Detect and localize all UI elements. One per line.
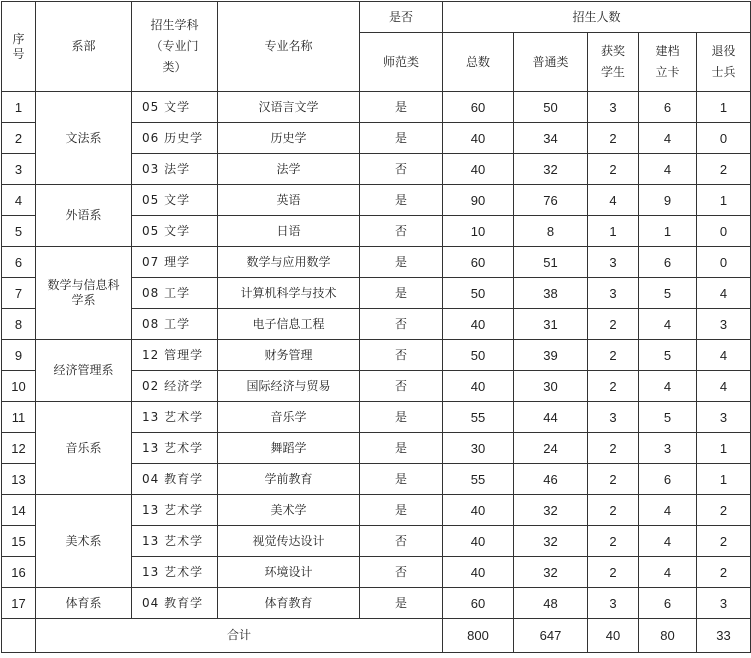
cell-veteran: 3 xyxy=(697,309,751,340)
cell-regular: 24 xyxy=(514,433,588,464)
cell-veteran: 0 xyxy=(697,247,751,278)
header-normal-sub: 师范类 xyxy=(360,33,443,92)
cell-normal: 是 xyxy=(360,278,443,309)
cell-award: 2 xyxy=(588,526,639,557)
enrollment-table xyxy=(1,1,751,653)
cell-subject: 13 艺术学 xyxy=(132,495,218,526)
cell-no: 1 xyxy=(2,92,36,123)
header-subject xyxy=(132,2,218,92)
table-row xyxy=(2,247,751,278)
cell-regular: 44 xyxy=(514,402,588,433)
cell-normal: 否 xyxy=(360,216,443,247)
cell-subject: 12 管理学 xyxy=(132,340,218,371)
cell-poor: 4 xyxy=(639,371,697,402)
totals-regular: 647 xyxy=(514,619,588,653)
cell-normal: 否 xyxy=(360,526,443,557)
cell-total: 40 xyxy=(443,123,514,154)
cell-no: 5 xyxy=(2,216,36,247)
cell-total: 50 xyxy=(443,340,514,371)
cell-normal: 是 xyxy=(360,495,443,526)
cell-dept: 音乐系 xyxy=(36,402,132,495)
header-poor xyxy=(639,33,697,92)
cell-award: 2 xyxy=(588,154,639,185)
cell-award: 2 xyxy=(588,309,639,340)
header-subject-line: 类） xyxy=(162,60,187,74)
cell-subject: 06 历史学 xyxy=(132,123,218,154)
cell-dept: 经济管理系 xyxy=(36,340,132,402)
table-row xyxy=(2,185,751,216)
cell-total: 55 xyxy=(443,402,514,433)
cell-total: 40 xyxy=(443,154,514,185)
cell-no: 12 xyxy=(2,433,36,464)
header-poor-line: 建档 xyxy=(655,44,680,58)
cell-regular: 8 xyxy=(514,216,588,247)
cell-normal: 否 xyxy=(360,557,443,588)
cell-award: 3 xyxy=(588,92,639,123)
cell-award: 3 xyxy=(588,588,639,619)
cell-poor: 3 xyxy=(639,433,697,464)
cell-regular: 38 xyxy=(514,278,588,309)
header-major: 专业名称 xyxy=(218,2,360,92)
cell-major: 音乐学 xyxy=(218,402,360,433)
cell-poor: 5 xyxy=(639,402,697,433)
cell-poor: 5 xyxy=(639,340,697,371)
cell-normal: 否 xyxy=(360,309,443,340)
cell-total: 40 xyxy=(443,526,514,557)
cell-poor: 4 xyxy=(639,123,697,154)
cell-no: 6 xyxy=(2,247,36,278)
cell-subject: 05 文学 xyxy=(132,92,218,123)
cell-subject: 05 文学 xyxy=(132,185,218,216)
cell-poor: 6 xyxy=(639,464,697,495)
cell-subject: 02 经济学 xyxy=(132,371,218,402)
cell-dept: 文法系 xyxy=(36,92,132,185)
cell-award: 2 xyxy=(588,371,639,402)
header-award-line: 学生 xyxy=(600,65,625,79)
cell-poor: 6 xyxy=(639,92,697,123)
cell-no: 3 xyxy=(2,154,36,185)
cell-award: 2 xyxy=(588,123,639,154)
cell-regular: 32 xyxy=(514,557,588,588)
cell-normal: 是 xyxy=(360,433,443,464)
cell-major: 电子信息工程 xyxy=(218,309,360,340)
cell-award: 2 xyxy=(588,495,639,526)
cell-no: 15 xyxy=(2,526,36,557)
cell-no: 14 xyxy=(2,495,36,526)
header-enroll-group: 招生人数 xyxy=(443,2,751,33)
cell-regular: 31 xyxy=(514,309,588,340)
cell-no: 9 xyxy=(2,340,36,371)
cell-total: 40 xyxy=(443,495,514,526)
cell-veteran: 4 xyxy=(697,371,751,402)
table-row xyxy=(2,588,751,619)
header-seq-line: 号 xyxy=(12,46,25,61)
cell-poor: 6 xyxy=(639,588,697,619)
cell-no: 17 xyxy=(2,588,36,619)
cell-subject: 07 理学 xyxy=(132,247,218,278)
cell-no: 8 xyxy=(2,309,36,340)
cell-no: 7 xyxy=(2,278,36,309)
cell-regular: 51 xyxy=(514,247,588,278)
cell-veteran: 2 xyxy=(697,526,751,557)
cell-subject: 13 艺术学 xyxy=(132,526,218,557)
header-award xyxy=(588,33,639,92)
cell-no: 4 xyxy=(2,185,36,216)
cell-award: 2 xyxy=(588,557,639,588)
cell-poor: 5 xyxy=(639,278,697,309)
cell-no xyxy=(2,619,36,653)
cell-award: 3 xyxy=(588,402,639,433)
cell-total: 10 xyxy=(443,216,514,247)
cell-major: 视觉传达设计 xyxy=(218,526,360,557)
cell-dept: 外语系 xyxy=(36,185,132,247)
header-total: 总数 xyxy=(443,33,514,92)
header-seq xyxy=(2,2,36,92)
cell-no: 13 xyxy=(2,464,36,495)
cell-major: 国际经济与贸易 xyxy=(218,371,360,402)
cell-poor: 4 xyxy=(639,495,697,526)
cell-veteran: 4 xyxy=(697,278,751,309)
cell-major: 计算机科学与技术 xyxy=(218,278,360,309)
cell-regular: 50 xyxy=(514,92,588,123)
cell-poor: 6 xyxy=(639,247,697,278)
cell-normal: 否 xyxy=(360,154,443,185)
cell-normal: 是 xyxy=(360,92,443,123)
cell-award: 3 xyxy=(588,278,639,309)
cell-award: 4 xyxy=(588,185,639,216)
cell-veteran: 2 xyxy=(697,495,751,526)
cell-total: 50 xyxy=(443,278,514,309)
cell-normal: 是 xyxy=(360,123,443,154)
cell-veteran: 2 xyxy=(697,557,751,588)
cell-no: 16 xyxy=(2,557,36,588)
header-normal: 是否 xyxy=(360,2,443,33)
totals-award: 40 xyxy=(588,619,639,653)
header-poor-line: 立卡 xyxy=(655,65,680,79)
cell-major: 汉语言文学 xyxy=(218,92,360,123)
cell-subject: 13 艺术学 xyxy=(132,557,218,588)
cell-veteran: 4 xyxy=(697,340,751,371)
cell-normal: 是 xyxy=(360,185,443,216)
cell-subject: 13 艺术学 xyxy=(132,433,218,464)
cell-regular: 34 xyxy=(514,123,588,154)
cell-normal: 是 xyxy=(360,588,443,619)
cell-regular: 46 xyxy=(514,464,588,495)
cell-major: 环境设计 xyxy=(218,557,360,588)
cell-award: 3 xyxy=(588,247,639,278)
cell-total: 60 xyxy=(443,247,514,278)
cell-regular: 32 xyxy=(514,526,588,557)
cell-veteran: 0 xyxy=(697,216,751,247)
table-row xyxy=(2,92,751,123)
cell-major: 历史学 xyxy=(218,123,360,154)
totals-total: 800 xyxy=(443,619,514,653)
header-regular: 普通类 xyxy=(514,33,588,92)
cell-veteran: 0 xyxy=(697,123,751,154)
cell-total: 30 xyxy=(443,433,514,464)
cell-normal: 是 xyxy=(360,402,443,433)
header-row-top xyxy=(2,2,751,33)
cell-subject: 08 工学 xyxy=(132,278,218,309)
cell-major: 数学与应用数学 xyxy=(218,247,360,278)
cell-total: 55 xyxy=(443,464,514,495)
table-row xyxy=(2,495,751,526)
cell-veteran: 1 xyxy=(697,433,751,464)
cell-award: 2 xyxy=(588,433,639,464)
cell-major: 学前教育 xyxy=(218,464,360,495)
cell-award: 2 xyxy=(588,340,639,371)
cell-veteran: 3 xyxy=(697,402,751,433)
cell-normal: 是 xyxy=(360,464,443,495)
cell-poor: 9 xyxy=(639,185,697,216)
totals-label: 合计 xyxy=(36,619,443,653)
cell-normal: 否 xyxy=(360,340,443,371)
header-veteran-line: 退役 xyxy=(711,44,736,58)
cell-total: 40 xyxy=(443,557,514,588)
cell-subject: 08 工学 xyxy=(132,309,218,340)
cell-veteran: 1 xyxy=(697,464,751,495)
cell-normal: 否 xyxy=(360,371,443,402)
header-dept: 系部 xyxy=(36,2,132,92)
totals-poor: 80 xyxy=(639,619,697,653)
cell-poor: 4 xyxy=(639,526,697,557)
cell-total: 60 xyxy=(443,92,514,123)
cell-total: 90 xyxy=(443,185,514,216)
cell-major: 财务管理 xyxy=(218,340,360,371)
cell-subject: 13 艺术学 xyxy=(132,402,218,433)
cell-no: 11 xyxy=(2,402,36,433)
cell-poor: 1 xyxy=(639,216,697,247)
cell-regular: 30 xyxy=(514,371,588,402)
cell-poor: 4 xyxy=(639,154,697,185)
cell-subject: 04 教育学 xyxy=(132,464,218,495)
cell-veteran: 2 xyxy=(697,154,751,185)
cell-no: 10 xyxy=(2,371,36,402)
totals-veteran: 33 xyxy=(697,619,751,653)
cell-total: 60 xyxy=(443,588,514,619)
header-veteran xyxy=(697,33,751,92)
cell-veteran: 1 xyxy=(697,92,751,123)
table-row xyxy=(2,340,751,371)
header-seq-line: 序 xyxy=(12,31,25,46)
cell-major: 美术学 xyxy=(218,495,360,526)
header-award-line: 获奖 xyxy=(600,44,625,58)
cell-poor: 4 xyxy=(639,557,697,588)
cell-award: 2 xyxy=(588,464,639,495)
cell-major: 日语 xyxy=(218,216,360,247)
cell-poor: 4 xyxy=(639,309,697,340)
cell-veteran: 3 xyxy=(697,588,751,619)
cell-no: 2 xyxy=(2,123,36,154)
cell-regular: 32 xyxy=(514,495,588,526)
cell-major: 英语 xyxy=(218,185,360,216)
cell-subject: 04 教育学 xyxy=(132,588,218,619)
cell-total: 40 xyxy=(443,371,514,402)
cell-dept: 体育系 xyxy=(36,588,132,619)
cell-major: 舞蹈学 xyxy=(218,433,360,464)
cell-normal: 是 xyxy=(360,247,443,278)
totals-row xyxy=(2,619,751,653)
cell-regular: 39 xyxy=(514,340,588,371)
cell-veteran: 1 xyxy=(697,185,751,216)
header-subject-line: 招生学科 xyxy=(150,18,199,32)
header-veteran-line: 士兵 xyxy=(711,65,736,79)
cell-regular: 32 xyxy=(514,154,588,185)
header-subject-line: （专业门 xyxy=(150,39,199,53)
cell-dept: 数学与信息科学系 xyxy=(36,247,132,340)
table-row xyxy=(2,402,751,433)
cell-award: 1 xyxy=(588,216,639,247)
cell-major: 法学 xyxy=(218,154,360,185)
cell-subject: 03 法学 xyxy=(132,154,218,185)
cell-subject: 05 文学 xyxy=(132,216,218,247)
cell-major: 体育教育 xyxy=(218,588,360,619)
cell-regular: 48 xyxy=(514,588,588,619)
cell-regular: 76 xyxy=(514,185,588,216)
cell-total: 40 xyxy=(443,309,514,340)
cell-dept: 美术系 xyxy=(36,495,132,588)
